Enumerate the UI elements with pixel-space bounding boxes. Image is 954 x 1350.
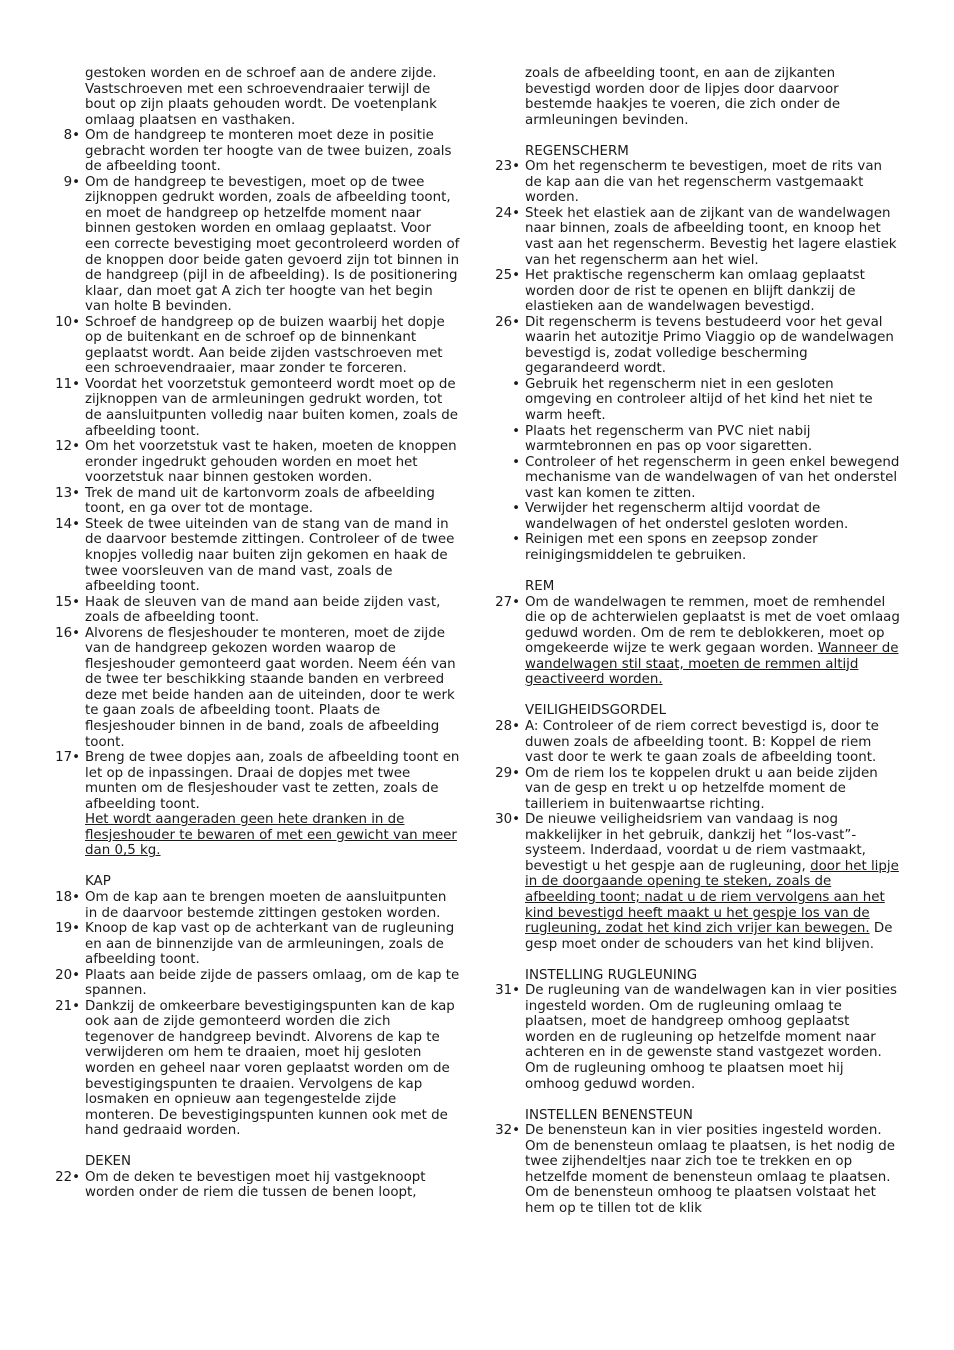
step-text: De nieuwe veiligheidsriem van vandaag is nog makkelijker in het gebruik, dankzij het “los-vast”-systeem. Inderdaad, voordat u de riem vastmaakt, bevestigt u het gespje aan de rugleuning,	[525, 812, 866, 874]
step-number: 14•	[55, 516, 80, 532]
step-text: Dankzij de omkeerbare bevestigingspunten kan de kap ook aan de zijde gemonteerd worden die zich tegenover de handgreep bevindt. Alvorens de kap te verwijderen om hem te draaien, moet hij gesloten worden en geheel naar voren geplaatst worden om de bevestigingspunten te draaien. Vervolgens de kap losmaken en opnieuw aan tegengestelde zijde monteren. De bevestigingspunten kunnen ook met de hand gedraaid worden.	[85, 998, 455, 1139]
step-23	[492, 159, 900, 206]
step-number: 23•	[495, 159, 520, 175]
step-24	[492, 206, 900, 268]
step-number: 26•	[495, 314, 520, 330]
step-11	[52, 377, 460, 439]
step-number: 10•	[55, 314, 80, 330]
underlined-instruction: door het lipje in de doorgaande opening te steken, zoals de afbeelding toont; nadat u de riem vervolgens aan het kind bevestigd heeft maakt u het gespje los van de rugleuning, zodat het kind zich vrijer kan bewegen.	[525, 858, 899, 937]
right-column	[492, 66, 900, 1216]
step-text: Dit regenscherm is tevens bestudeerd voor het geval waarin het autozitje Primo Viaggio op de wandelwagen bevestigd is, zodat volledige bescherming gegarandeerd wordt.	[525, 314, 894, 377]
section-heading-rugleuning: INSTELLING RUGLEUNING	[525, 967, 698, 983]
step-text: Het praktische regenscherm kan omlaag geplaatst worden door de rist te openen en blijft dankzij de elastieken aan de wandelwagen bevestigd.	[525, 268, 865, 315]
step-number: 15•	[55, 594, 80, 610]
step-number: 28•	[495, 718, 520, 734]
step-text: Om de wandelwagen te remmen, moet de remhendel die op de achterwielen geplaatst is met de voet omlaag geduwd worden. Om de rem te deblokkeren, moet op omgekeerde wijze te werk gegaan worden.	[525, 594, 900, 657]
step-28	[492, 719, 900, 766]
step-number: 29•	[495, 765, 520, 781]
step-text: Steek het elastiek aan de zijkant van de wandelwagen naar binnen, zoals de afbeelding toont, en knoop het vast aan het regenscherm. Bevestig het lagere elastiek van het regenscherm aan het wiel.	[525, 205, 897, 268]
bullet-item	[492, 532, 900, 563]
step-29	[492, 766, 900, 813]
bullet-icon: •	[512, 501, 520, 517]
bullet-text: Plaats het regenscherm van PVC niet nabij warmtebronnen en pas op voor sigaretten.	[525, 423, 813, 455]
step-text: Steek de twee uiteinden van de stang van de mand in de daarvoor bestemde zittingen. Controleer of de twee knopjes volledig naar buiten zijn gekomen en haak de twee voorsleuven van de mand vast, zoals de afbeelding toont.	[85, 516, 455, 595]
step-27	[492, 595, 900, 688]
step-8	[52, 128, 460, 175]
step-16	[52, 626, 460, 750]
step-text-after: De gesp moet onder de schouders van het kind blijven.	[525, 921, 893, 952]
bullet-item	[492, 501, 900, 532]
bullet-icon: •	[512, 376, 520, 392]
step-text: Breng de twee dopjes aan, zoals de afbeelding toont en let op de inpassingen. Draai de dopjes met twee munten om de flesjeshouder vast te zetten, zoals de afbeelding toont.	[85, 750, 460, 812]
step-21	[52, 999, 460, 1139]
step-9	[52, 175, 460, 315]
section-heading-rem: REM	[525, 579, 555, 595]
continued-paragraph: gestoken worden en de schroef aan de andere zijde. Vastschroeven met een schroevendraaier terwijl de bout op zijn plaats gehouden wordt. De voetenplank omlaag plaatsen en vasthaken.	[85, 66, 437, 128]
section-heading-benensteun: INSTELLEN BENENSTEUN	[525, 1107, 693, 1123]
step-20	[52, 968, 460, 999]
left-column	[52, 66, 460, 1201]
step-number: 22•	[55, 1169, 80, 1185]
step-text: De benensteun kan in vier posities ingesteld worden. Om de benensteun omlaag te plaatsen, is het nodig de twee zijhendeltjes naar zich toe te trekken en op hetzelfde moment de benensteun omlaag te plaatsen. Om de benensteun omhoog te plaatsen volstaat het hem op te tillen tot de klik	[525, 1123, 896, 1216]
step-text: Om het regenscherm te bevestigen, moet de rits van de kap aan die van het regenscherm vastgemaakt worden.	[525, 159, 883, 206]
section-heading-veiligheidsgordel: VEILIGHEIDSGORDEL	[525, 703, 667, 719]
bullet-icon: •	[512, 454, 520, 470]
step-12	[52, 439, 460, 486]
bullet-item	[492, 377, 900, 424]
step-18	[52, 890, 460, 921]
bullet-text: Reinigen met een spons en zeepsop zonder reinigingsmiddelen te gebruiken.	[525, 532, 818, 563]
step-15	[52, 595, 460, 626]
step-26	[492, 315, 900, 377]
step-text: Om de deken te bevestigen moet hij vastgeknoopt worden onder de riem die tussen de benen loopt,	[85, 1169, 426, 1201]
step-number: 11•	[55, 376, 80, 392]
step-number: 21•	[55, 998, 80, 1014]
step-text: Trek de mand uit de kartonvorm zoals de afbeelding toont, en ga over tot de montage.	[85, 485, 435, 517]
step-number: 9•	[63, 174, 80, 190]
step-19	[52, 921, 460, 968]
step-number: 31•	[495, 983, 520, 999]
step-number: 24•	[495, 205, 520, 221]
continued-paragraph: zoals de afbeelding toont, en aan de zijkanten bevestigd worden door de lipjes door daarvoor bestemde haakjes te voeren, die zich onder de armleuningen bevinden.	[525, 66, 841, 128]
step-number: 13•	[55, 485, 80, 501]
warning-text: Wanneer de wandelwagen stil staat, moeten de remmen altijd geactiveerd worden.	[525, 641, 899, 688]
step-text: Schroef de handgreep op de buizen waarbij het dopje op de buitenkant en de schroef op de binnenkant geplaatst wordt. Aan beide zijden vastschroeven met een schroevendraaier, maar zonder te forceren.	[85, 314, 445, 377]
step-text: Knoop de kap vast op de achterkant van de rugleuning en aan de binnenzijde van de armleuningen, zoals de afbeelding toont.	[85, 921, 455, 968]
step-text: Om de handgreep te monteren moet deze in positie gebracht worden ter hoogte van de twee buizen, zoals de afbeelding toont.	[85, 128, 452, 175]
step-text: Plaats aan beide zijde de passers omlaag, om de kap te spannen.	[85, 967, 460, 999]
step-text: Voordat het voorzetstuk gemonteerd wordt moet op de zijknoppen van de armleuningen gedrukt worden, tot de aansluitpunten volledig naar buiten komen, zoals de afbeelding toont.	[85, 376, 458, 439]
step-32	[492, 1123, 900, 1216]
bullet-item	[492, 455, 900, 502]
step-text: A: Controleer of de riem correct bevestigd is, door te duwen zoals de afbeelding toont. B: Koppel de riem vast door te werk te gaan zoals de afbeelding toont.	[525, 718, 879, 766]
section-heading-regenscherm: REGENSCHERM	[525, 143, 629, 159]
bullet-icon: •	[512, 423, 520, 439]
bullet-text: Gebruik het regenscherm niet in een gesloten omgeving en controleer altijd of het kind het niet te warm heeft.	[525, 376, 873, 424]
step-number: 20•	[55, 967, 80, 983]
step-10	[52, 315, 460, 377]
step-text: Haak de sleuven van de mand aan beide zijden vast, zoals de afbeelding toont.	[85, 594, 441, 626]
bullet-icon: •	[512, 532, 520, 548]
step-22	[52, 1170, 460, 1201]
bullet-text: Controleer of het regenscherm in geen enkel bewegend mechanisme van de wandelwagen of van het onderstel vast kan komen te zitten.	[525, 454, 900, 501]
step-text: Om de riem los te koppelen drukt u aan beide zijden van de gesp en trekt u op hetzelfde moment de tailleriem in buitenwaartse richting.	[525, 765, 878, 812]
step-31	[492, 983, 900, 1092]
step-number: 12•	[55, 439, 80, 455]
step-30	[492, 812, 900, 952]
step-number: 25•	[495, 268, 520, 284]
section-heading-deken: DEKEN	[85, 1154, 132, 1170]
step-number: 30•	[495, 812, 520, 828]
bullet-item	[492, 424, 900, 455]
warning-text: Het wordt aangeraden geen hete dranken in de flesjeshouder te bewaren of met een gewicht van meer dan 0,5 kg.	[85, 812, 457, 859]
section-heading-kap: KAP	[85, 874, 111, 890]
step-13	[52, 486, 460, 517]
step-number: 8•	[63, 128, 80, 144]
step-25	[492, 268, 900, 315]
step-number: 18•	[55, 889, 80, 905]
step-text: Om de handgreep te bevestigen, moet op de twee zijknoppen gedrukt worden, zoals de afbeelding toont, en moet de handgreep op hetzelfde moment naar binnen gestoken worden en omlaag geplaatst. Voor een correcte bevestiging moet gecontroleerd worden of de knoppen door beide gaten gevoerd zijn tot binnen in de handgreep (pijl in de afbeelding). Is de positionering klaar, dan moet gat A zich ter hoogte van het begin van holte B bevinden.	[85, 174, 460, 315]
step-number: 27•	[495, 594, 520, 610]
step-number: 16•	[55, 625, 80, 641]
step-number: 17•	[55, 750, 80, 766]
step-text: Om het voorzetstuk vast te haken, moeten de knoppen eronder ingedrukt gehouden worden en moet het voorzetstuk naar binnen gestoken worden.	[85, 439, 457, 486]
step-text: De rugleuning van de wandelwagen kan in vier posities ingesteld worden. Om de rugleuning omlaag te plaatsen, moet de handgreep omhoog geplaatst worden en de rugleuning op hetzelfde moment naar achteren en in de gewenste stand vastgezet worden. Om de rugleuning omhoog te plaatsen moet hij omhoog geduwd worden.	[525, 983, 897, 1092]
step-14	[52, 517, 460, 595]
step-17	[52, 750, 460, 859]
step-number: 32•	[495, 1123, 520, 1139]
step-number: 19•	[55, 921, 80, 937]
step-text: Alvorens de flesjeshouder te monteren, moet de zijde van de handgreep gekozen worden waarop de flesjeshouder gemonteerd gaat worden. Neem één van de twee ter beschikking staande banden en verbreed deze met beide handen aan de uiteinden, door te werk te gaan zoals de afbeelding toont. Plaats de flesjeshouder binnen in de band, zoals de afbeelding toont.	[85, 625, 456, 750]
bullet-text: Verwijder het regenscherm altijd voordat de wandelwagen of het onderstel gesloten worden.	[525, 501, 849, 532]
step-text: Om de kap aan te brengen moeten de aansluitpunten in de daarvoor bestemde zittingen gestoken worden.	[85, 889, 447, 921]
